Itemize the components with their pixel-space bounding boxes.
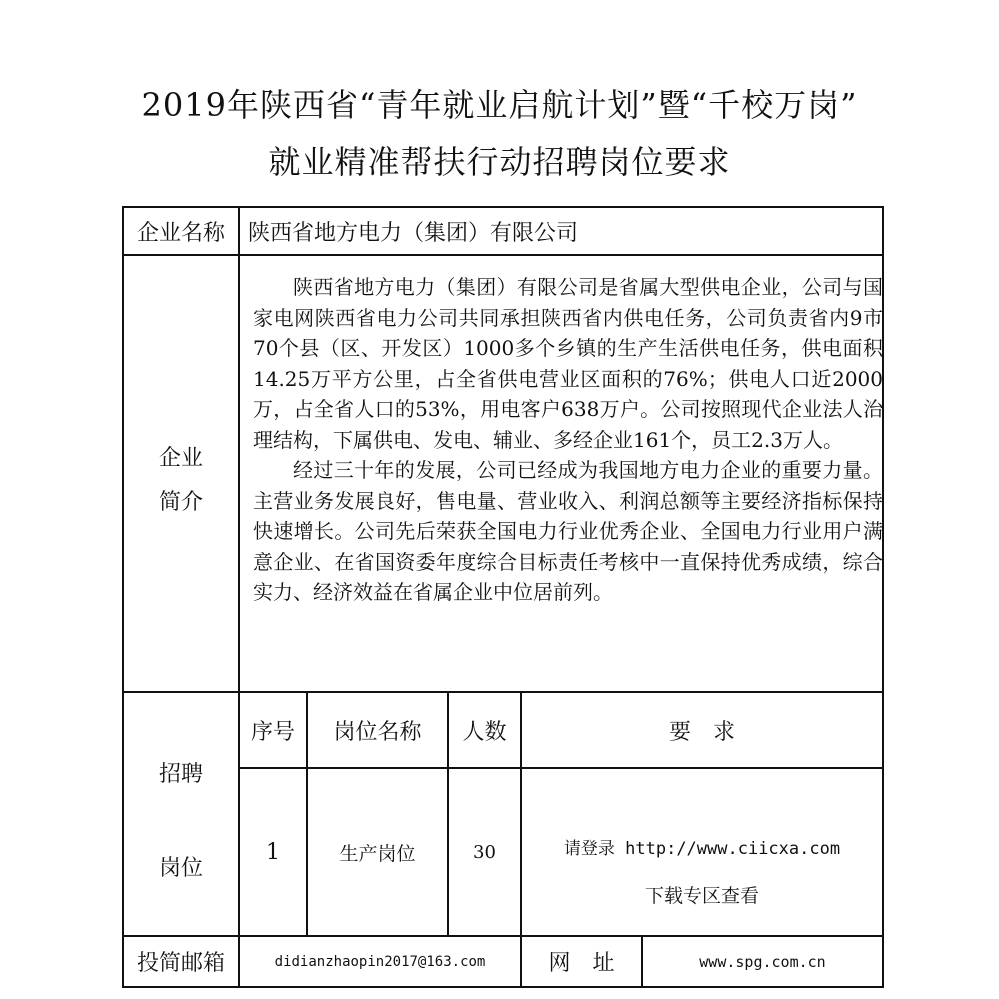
company-intro <box>253 272 883 608</box>
row-requirement-line-2: 下载专区查看 <box>644 884 759 907</box>
intro-label-line-2: 简介 <box>158 489 203 515</box>
document-title-line-1: 2019年陕西省“青年就业启航计划”暨“千校万岗” <box>141 86 858 124</box>
email-value[interactable]: didianzhaopin2017@163.com <box>274 953 486 970</box>
intro-paragraph-1: 陕西省地方电力（集团）有限公司是省属大型供电企业，公司与国家电网陕西省电力公司共同承担陕西省内供电任务，公司负责省内9市70个县（区、开发区）1000多个乡镇的生产生活供电任务，供电面积14.25万平方公里，占全省供电营业区面积的76%；供电人口近2000万，占全省人口的53%，用电客户638万户。公司按照现代企业法人治理结构，下属供电、发电、辅业、多经企业161个，员工2.3万人。 <box>253 275 883 452</box>
company-name: 陕西省地方电力（集团）有限公司 <box>248 220 579 246</box>
header-no: 序号 <box>250 719 295 745</box>
website-label: 网 址 <box>548 951 615 976</box>
email-label: 投简邮箱 <box>136 951 225 976</box>
row-count: 30 <box>473 841 496 863</box>
recruit-label-line-2: 岗位 <box>158 855 203 881</box>
intro-label-line-1: 企业 <box>158 445 203 471</box>
intro-paragraph-2: 经过三十年的发展，公司已经成为我国地方电力企业的重要力量。主营业务发展良好，售电量、营业收入、利润总额等主要经济指标保持快速增长。公司先后荣获全国电力行业优秀企业、全国电力行业用户满意企业、在省国资委年度综合目标责任考核中一直保持优秀成绩，综合实力、经济效益在省属企业中位居前列。 <box>253 458 883 604</box>
company-name-label: 企业名称 <box>136 220 225 246</box>
row-requirement-line-1: 请登录 http://www.ciicxa.com <box>563 838 841 859</box>
recruit-label-line-1: 招聘 <box>158 761 203 787</box>
header-count: 人数 <box>462 719 507 745</box>
header-requirement: 要 求 <box>668 719 735 745</box>
row-position: 生产岗位 <box>339 842 416 865</box>
header-position: 岗位名称 <box>333 719 422 745</box>
website-value[interactable]: www.spg.com.cn <box>699 952 826 971</box>
document-title-line-2: 就业精准帮扶行动招聘岗位要求 <box>268 143 731 181</box>
row-no: 1 <box>266 839 280 865</box>
